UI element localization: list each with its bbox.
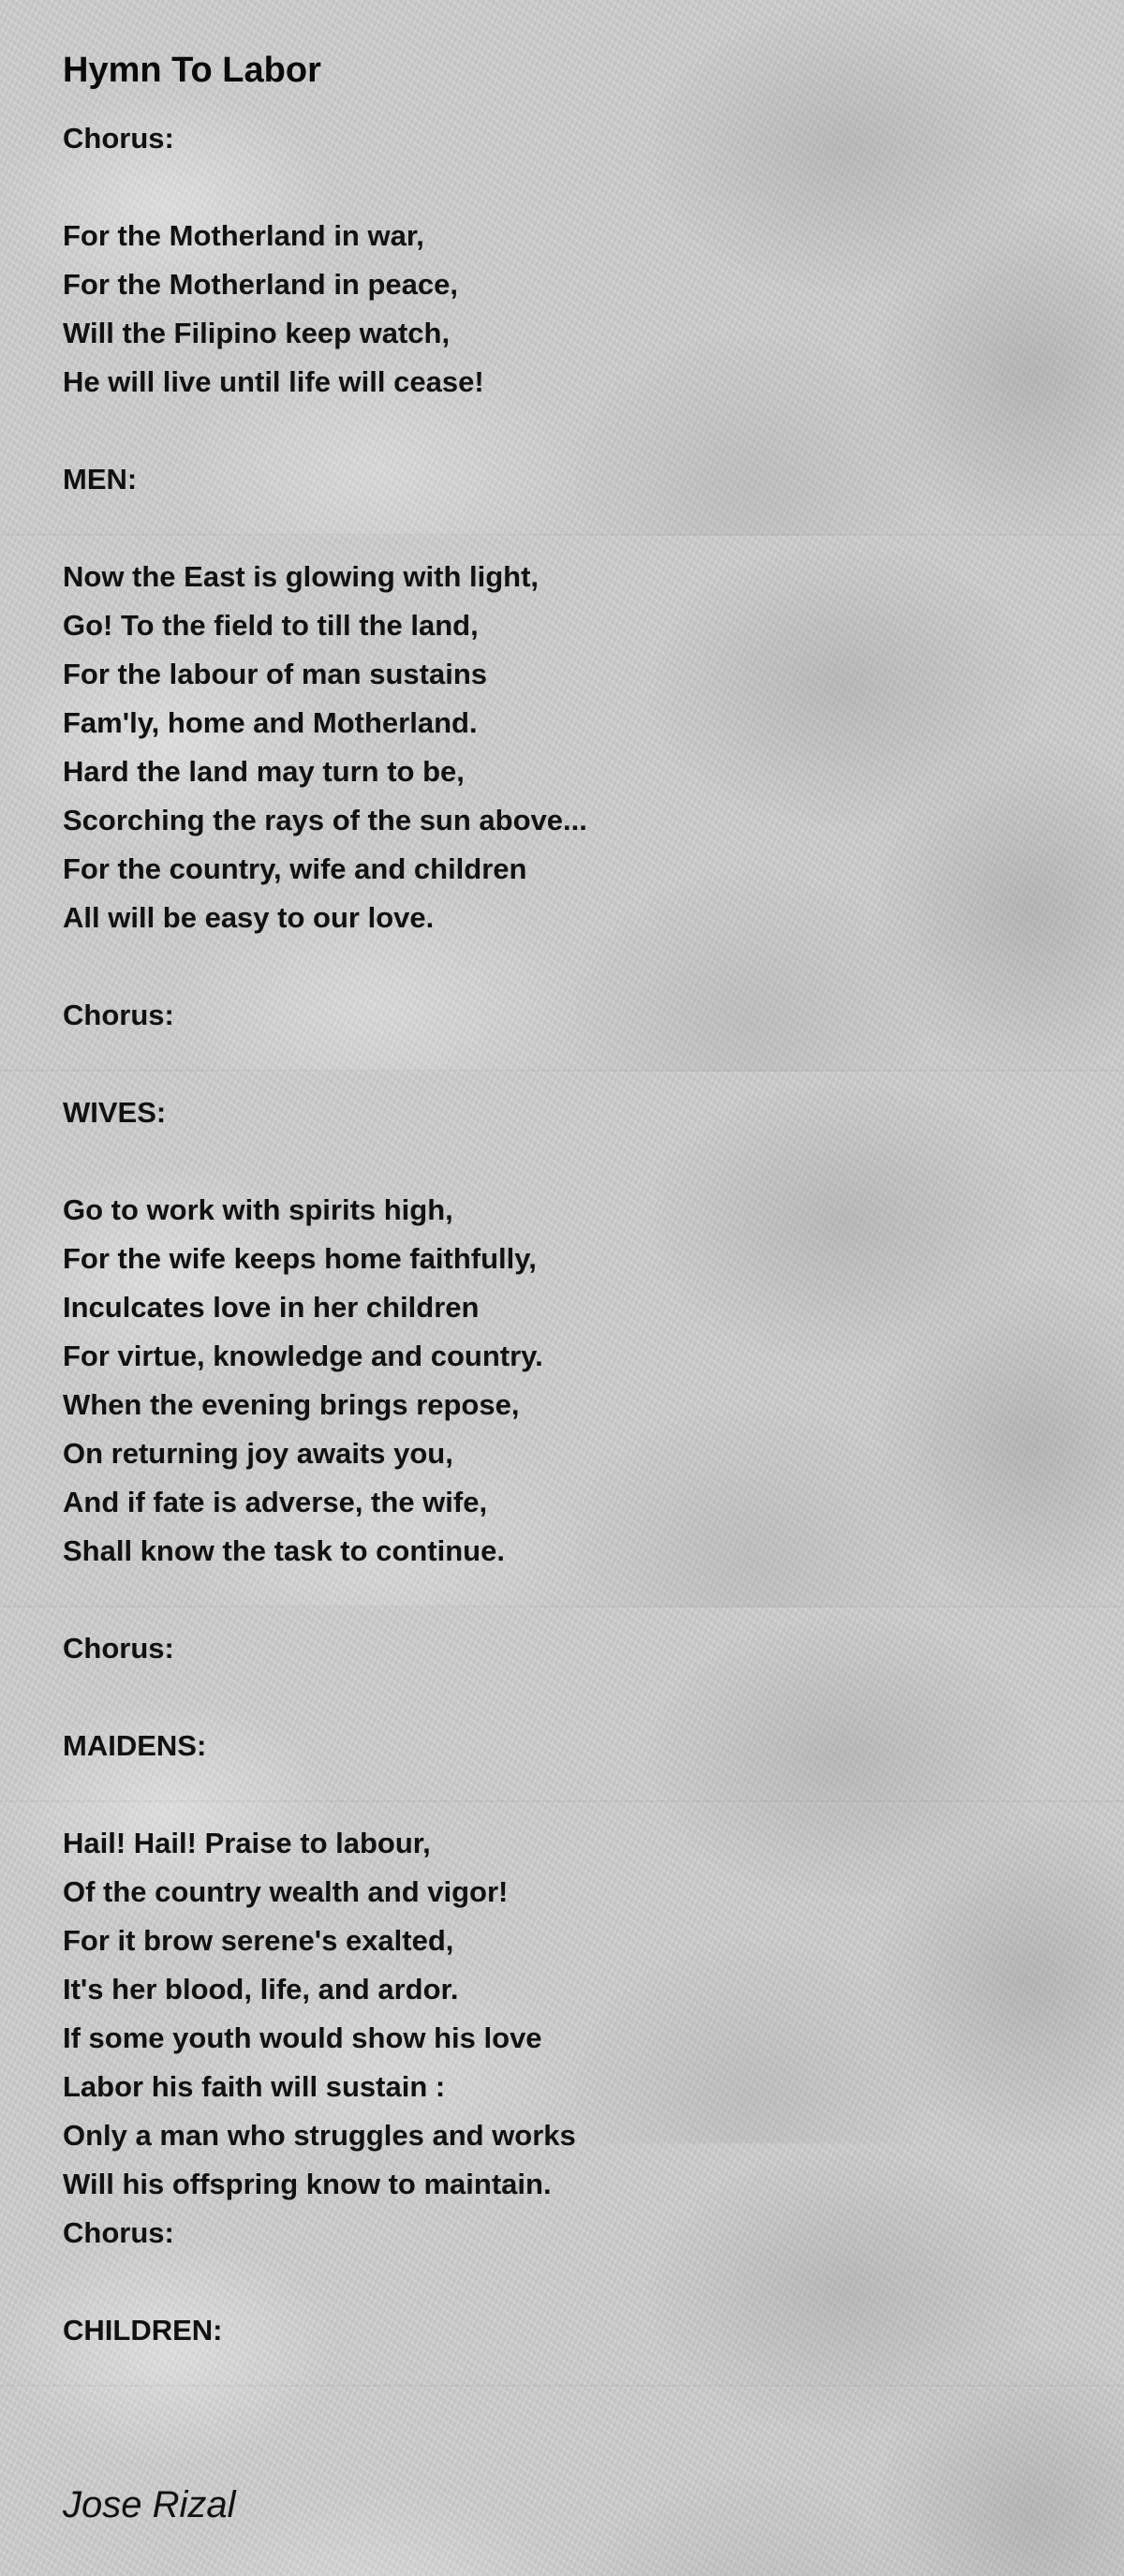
poem-line: For it brow serene's exalted,	[63, 1924, 454, 1957]
poem-line: MEN:	[63, 463, 138, 496]
poem-line: Labor his faith will sustain :	[63, 2070, 446, 2103]
poem-line: Now the East is glowing with light,	[63, 560, 540, 593]
stanza-break	[63, 1137, 1074, 1186]
poem-line: If some youth would show his love	[63, 2021, 542, 2054]
poem-line: Inculcates love in her children	[63, 1291, 480, 1324]
stanza-break	[63, 407, 1074, 455]
stanza-break	[63, 1673, 1074, 1722]
poem-line: CHILDREN:	[63, 2314, 223, 2347]
poem-line: Only a man who struggles and works	[63, 2119, 576, 2152]
poem-line: All will be easy to our love.	[63, 901, 435, 934]
stanza-break	[63, 1576, 1074, 1624]
stanza-break	[63, 2258, 1074, 2306]
stanza-break	[63, 1770, 1074, 1819]
stanza-break	[63, 1040, 1074, 1088]
poem-line: Shall know the task to continue.	[63, 1534, 505, 1567]
poem-line: Go! To the field to till the land,	[63, 609, 479, 642]
poem-line: Will the Filipino keep watch,	[63, 317, 451, 349]
poem-line: For the wife keeps home faithfully,	[63, 1242, 537, 1275]
poem-title: Hymn To Labor	[63, 51, 321, 90]
poem-line: MAIDENS:	[63, 1729, 207, 1762]
poem-body	[63, 114, 1074, 2355]
poem-line: WIVES:	[63, 1096, 167, 1129]
poem-line: Hard the land may turn to be,	[63, 755, 465, 788]
poem-line: Go to work with spirits high,	[63, 1193, 453, 1226]
poem-line: On returning joy awaits you,	[63, 1437, 453, 1470]
poem-line: For virtue, knowledge and country.	[63, 1340, 543, 1372]
poem-line: When the evening brings repose,	[63, 1388, 520, 1421]
poem-line: For the Motherland in peace,	[63, 268, 458, 301]
poem-line: Fam'ly, home and Motherland.	[63, 706, 478, 739]
poem-line: Chorus:	[63, 999, 174, 1031]
poem-line: Chorus:	[63, 2216, 174, 2249]
poem-line: Will his offspring know to maintain.	[63, 2168, 552, 2200]
poem-line: And if fate is adverse, the wife,	[63, 1486, 488, 1518]
poem-line: He will live until life will cease!	[63, 365, 484, 398]
poem-author: Jose Rizal	[63, 2484, 236, 2525]
poem-line: It's her blood, life, and ardor.	[63, 1973, 459, 2006]
poem-line: For the country, wife and children	[63, 852, 527, 885]
background-seam	[0, 2385, 1124, 2389]
stanza-break	[63, 942, 1074, 991]
poem-line: Hail! Hail! Praise to labour,	[63, 1827, 431, 1859]
poem-line: Chorus:	[63, 1632, 174, 1665]
poem-line: For the Motherland in war,	[63, 219, 424, 252]
stanza-break	[63, 163, 1074, 212]
poem-line: Of the country wealth and vigor!	[63, 1875, 509, 1908]
stanza-break	[63, 504, 1074, 553]
poem-container	[63, 47, 1074, 2355]
poem-line: Chorus:	[63, 122, 174, 155]
poem-line: Scorching the rays of the sun above...	[63, 804, 587, 836]
poem-line: For the labour of man sustains	[63, 658, 487, 690]
